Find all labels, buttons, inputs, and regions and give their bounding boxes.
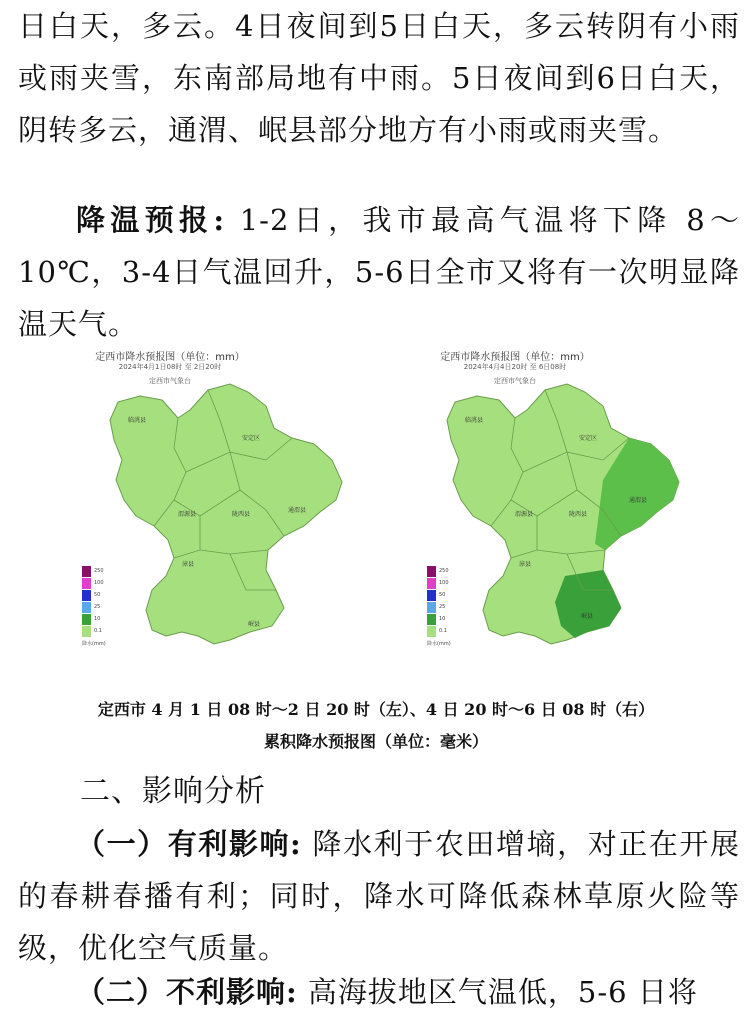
map-left-subtitle: 2024年4月1日08时 至 2日20时 [118,363,222,371]
region-label: 渭源县 [178,511,197,518]
region-label: 临洮县 [128,417,147,424]
region-label: 安定区 [242,435,261,442]
section-heading: 二、影响分析 [80,774,266,809]
legend-label: 0.1 [439,628,447,634]
region-label: 陇西县 [569,511,588,518]
region-label: 通渭县 [288,507,307,514]
legend-label: 50 [439,592,446,598]
map-left-title: 定西市降水预报图（单位：mm） [95,352,245,363]
cooling-label: 降温预报: [76,203,226,237]
map-right [415,340,725,670]
legend-label: 250 [439,568,449,574]
precipitation-maps [70,340,730,670]
cooling-text: 1-2日，我市最高气温将下降 8～10℃，3-4日气温回升，5-6日全市又将有一次明显降温天气。 [18,203,740,341]
unfavorable-paragraph [18,966,740,1018]
favorable-paragraph [18,818,740,974]
legend-label: 10 [439,616,446,622]
unfavorable-text: 高海拔地区气温低，5-6 日将 [297,975,698,1009]
map-left-org: 定西市气象台 [149,377,191,385]
map-right-legend [427,565,467,649]
legend-label: 100 [439,580,449,586]
figure-caption-line1: 定西市 4 月 1 日 08 时～2 日 20 时（左）、4 日 20 时～6 日 08 时（右） [97,700,655,719]
region-label: 陇西县 [232,511,251,518]
legend-label: 25 [94,604,101,610]
unfavorable-label: （二）不利影响: [76,975,298,1009]
cooling-paragraph [18,194,740,350]
map-right-title: 定西市降水预报图（单位：mm） [440,352,590,363]
legend-label: 25 [439,604,446,610]
figure-caption-line2: 累积降水预报图（单位：毫米） [263,732,488,751]
region-label: 通渭县 [629,497,648,504]
map-left-legend [82,565,122,649]
legend-label: 10 [94,616,101,622]
legend-label: 250 [94,568,104,574]
map-right-subtitle: 2024年4月4日20时 至 6日08时 [463,363,567,371]
legend-label: 0.1 [94,628,102,634]
map-right-org: 定西市气象台 [494,377,536,385]
region-label: 岷县 [581,613,594,620]
map-left [70,340,380,670]
region-label: 安定区 [579,435,598,442]
legend-label: 100 [94,580,104,586]
legend-unit: 降水(mm) [427,640,451,647]
favorable-label: （一）有利影响: [76,827,302,861]
region-label: 渭源县 [515,511,534,518]
region-label: 临洮县 [465,417,484,424]
region-label: 漳县 [182,561,195,568]
forecast-text: 日白天，多云。4日夜间到5日白天，多云转阴有小雨或雨夹雪，东南部局地有中雨。5日夜间到6日白天，阴转多云，通渭、岷县部分地方有小雨或雨夹雪。 [18,9,740,147]
region-label: 岷县 [248,621,261,628]
legend-label: 50 [94,592,101,598]
legend-unit: 降水(mm) [82,640,106,647]
forecast-paragraph [18,0,740,156]
favorable-text: 降水利于农田增墒，对正在开展的春耕春播有利；同时，降水可降低森林草原火险等级，优化空气质量。 [18,827,740,965]
region-label: 漳县 [519,561,532,568]
